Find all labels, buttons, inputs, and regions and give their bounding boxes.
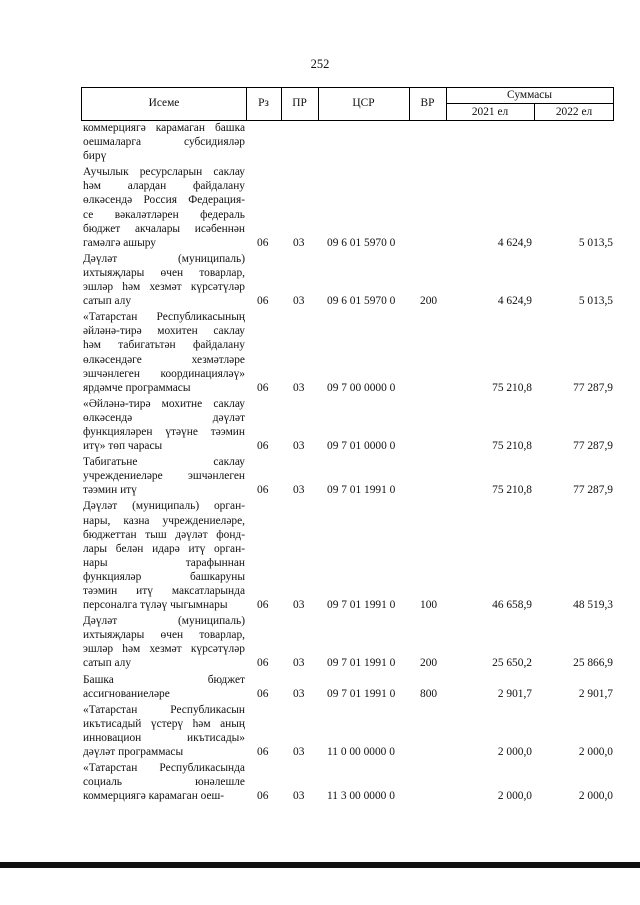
row-name-line: коммерциягә карамаган оеш-: [83, 790, 225, 803]
row-name-line: Аучылык ресурсларын саклау: [83, 166, 245, 179]
table-row: [81, 455, 614, 497]
row-rz: 06: [257, 484, 269, 497]
row-name-line: «Татарстан Республикасында: [83, 762, 245, 775]
row-sum-2021: 25 650,2: [492, 657, 532, 670]
row-sum-2021: 75 210,8: [492, 440, 532, 453]
row-name: [81, 252, 245, 308]
row-sum-2022: 77 287,9: [573, 484, 613, 497]
row-sum-2021: 2 000,0: [497, 746, 532, 759]
row-rz: 06: [257, 657, 269, 670]
row-name: [81, 455, 245, 497]
row-sum-2021: 2 000,0: [497, 790, 532, 803]
row-name-line: Табигатьне саклау: [83, 456, 245, 469]
row-name-line: икътисадый үстерү һәм аның: [83, 717, 245, 730]
header-csr: ЦСР: [352, 97, 375, 109]
table-header: [81, 87, 614, 121]
row-csr: 09 6 01 5970 0: [327, 295, 396, 308]
table-row: [81, 614, 614, 670]
row-sum-2021: 4 624,9: [497, 295, 532, 308]
row-vr: 800: [420, 687, 438, 700]
row-csr: 11 0 00 0000 0: [327, 746, 395, 759]
row-csr: 11 3 00 0000 0: [327, 790, 395, 803]
row-name-line: Дәүләт (муниципаль): [83, 615, 245, 628]
row-name-line: дәүләт программасы: [83, 746, 184, 759]
row-name-line: өлкәсендә Россия Федерация-: [83, 194, 245, 207]
row-rz: 06: [257, 687, 269, 700]
row-pr: 03: [293, 790, 305, 803]
table-row: [81, 703, 614, 759]
row-name-line: эшләр һәм хезмәт күрсәтүләр: [83, 281, 245, 294]
row-name-line: сатып алу: [83, 657, 132, 670]
row-name-line: ассигнованиеләре: [83, 687, 170, 700]
row-sum-2022: 5 013,5: [578, 236, 613, 249]
row-sum-2022: 25 866,9: [573, 657, 613, 670]
row-csr: 09 7 01 1991 0: [327, 599, 396, 612]
row-pr: 03: [293, 484, 305, 497]
row-name-line: ярдәмче программасы: [83, 381, 191, 394]
row-sum-2021: 75 210,8: [492, 484, 532, 497]
row-pr: 03: [293, 599, 305, 612]
row-pr: 03: [293, 295, 305, 308]
row-name-line: ихтыяҗлары өчен товарлар,: [83, 629, 245, 642]
row-name-line: ихтыяҗлары өчен товарлар,: [83, 266, 245, 279]
row-pr: 03: [293, 746, 305, 759]
row-name: [81, 703, 245, 759]
row-vr: 100: [420, 599, 438, 612]
row-name-line: нары тарафыннан: [83, 556, 245, 569]
row-name-line: коммерциягә карамаган башка: [83, 122, 245, 134]
header-2022: 2022 ел: [555, 106, 593, 118]
row-name: [81, 397, 245, 453]
table-row: [81, 499, 614, 612]
row-name-line: итү» төп чарасы: [83, 440, 163, 453]
row-name-line: һәм табигатьтән файдалану: [83, 339, 245, 352]
row-name-line: функцияләр башкаруны: [83, 570, 245, 583]
row-name-line: нары, казна учреждениеләре,: [83, 514, 245, 527]
row-name: [81, 614, 245, 670]
row-vr: 200: [420, 657, 438, 670]
row-name-line: лары белән идарә итү орган-: [83, 542, 245, 555]
row-vr: 200: [420, 295, 438, 308]
row-sum-2021: 2 901,7: [497, 687, 532, 700]
row-pr: 03: [293, 687, 305, 700]
row-name-line: оешмаларга субсидияләр: [83, 136, 245, 149]
row-name-line: өлкәсендә дәүләт: [83, 411, 245, 424]
row-rz: 06: [257, 790, 269, 803]
row-name-line: учреждениеләре эшчәнлеген: [83, 470, 245, 483]
header-2021: 2021 ел: [471, 106, 509, 118]
row-csr: 09 7 01 0000 0: [327, 440, 396, 453]
row-name-line: функцияләрен үтәүне тәэмин: [83, 425, 245, 438]
row-name-line: әйләнә-тирә мохитен саклау: [83, 325, 245, 338]
row-name-line: тәэмин итү максатларында: [83, 585, 245, 597]
row-sum-2022: 2 000,0: [578, 746, 613, 759]
table-row: [81, 121, 614, 163]
header-pr: ПР: [292, 97, 307, 109]
row-rz: 06: [257, 746, 269, 759]
table-row: [81, 165, 614, 250]
row-name-line: гамәлгә ашыру: [83, 236, 156, 249]
row-sum-2022: 48 519,3: [573, 599, 613, 612]
row-sum-2022: 77 287,9: [573, 440, 613, 453]
row-name-line: се вәкаләтләрен федераль: [83, 208, 245, 221]
row-name-line: «Татарстан Республикасының: [83, 311, 245, 324]
row-rz: 06: [257, 236, 269, 249]
table-body: [81, 121, 614, 803]
row-pr: 03: [293, 440, 305, 453]
row-name-line: «Татарстан Республикасын: [83, 703, 245, 716]
row-name: [81, 673, 245, 701]
row-csr: 09 7 01 1991 0: [327, 657, 396, 670]
table-row: [81, 252, 614, 308]
row-name: [81, 761, 245, 803]
header-rz: Рз: [258, 97, 269, 109]
row-rz: 06: [257, 381, 269, 394]
row-name-line: эшләр һәм хезмәт күрсәтүләр: [83, 643, 245, 656]
row-name-line: бюджет акчалары исәбеннән: [83, 222, 245, 235]
row-name: [81, 310, 245, 395]
row-csr: 09 7 01 1991 0: [327, 687, 396, 700]
row-name-line: Дәүләт (муниципаль): [83, 252, 245, 265]
row-name-line: сатып алу: [83, 295, 132, 308]
row-name-line: бирү: [83, 150, 107, 163]
table-row: [81, 310, 614, 395]
row-name-line: Дәүләт (муниципаль) орган-: [83, 500, 245, 513]
row-sum-2022: 77 287,9: [573, 381, 613, 394]
row-name-line: тәэмин итү: [83, 484, 137, 497]
row-csr: 09 7 00 0000 0: [327, 381, 396, 394]
row-name: [81, 165, 245, 250]
row-sum-2021: 46 658,9: [492, 599, 532, 612]
bottom-border-bar: [0, 862, 640, 868]
row-sum-2022: 2 901,7: [578, 687, 613, 700]
row-name-line: өлкәсендәге хезмәтләре: [83, 353, 245, 366]
row-sum-2022: 2 000,0: [578, 790, 613, 803]
row-pr: 03: [293, 236, 305, 249]
row-name-line: һәм алардан файдалану: [83, 180, 245, 193]
row-pr: 03: [293, 657, 305, 670]
row-rz: 06: [257, 599, 269, 612]
row-name-line: бюджеттан тыш дәүләт фонд-: [83, 528, 245, 541]
table-row: [81, 673, 614, 701]
table-row: [81, 761, 614, 803]
row-csr: 09 6 01 5970 0: [327, 236, 396, 249]
table-row: [81, 397, 614, 453]
row-sum-2021: 4 624,9: [497, 236, 532, 249]
header-name: Исеме: [148, 97, 180, 109]
row-rz: 06: [257, 440, 269, 453]
row-name: [81, 121, 245, 163]
row-name-line: Башка бюджет: [83, 673, 245, 686]
row-rz: 06: [257, 295, 269, 308]
row-name-line: инновацион икътисады»: [83, 731, 245, 744]
row-pr: 03: [293, 381, 305, 394]
header-vr: ВР: [420, 97, 435, 109]
row-name-line: эшчәнлеген координацияләү»: [83, 367, 245, 380]
row-sum-2022: 5 013,5: [578, 295, 613, 308]
row-name: [81, 499, 245, 612]
row-name-line: персоналга түләү чыгымнары: [83, 599, 228, 612]
row-csr: 09 7 01 1991 0: [327, 484, 396, 497]
row-name-line: социаль юнәлешле: [83, 776, 245, 789]
row-sum-2021: 75 210,8: [492, 381, 532, 394]
page-number: 252: [310, 57, 330, 71]
header-sums: Суммасы: [507, 89, 552, 101]
row-name-line: «Әйләнә-тирә мохитне саклау: [83, 397, 245, 410]
